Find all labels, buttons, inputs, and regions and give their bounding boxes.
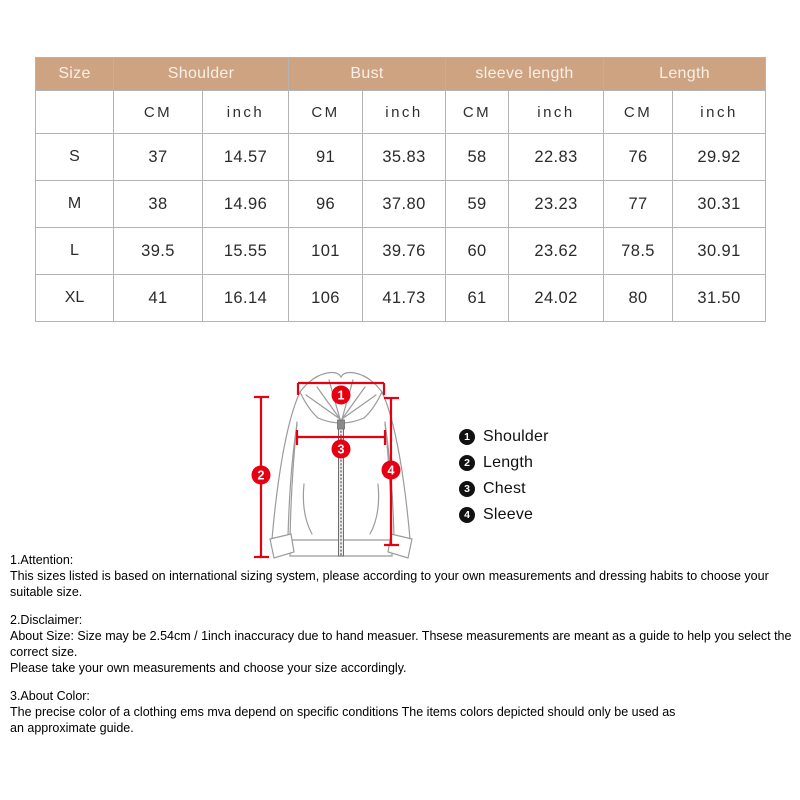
col-header-sleeve-length: sleeve length xyxy=(446,58,604,91)
hoodie-measurement-diagram xyxy=(230,362,460,572)
value-cell: 106 xyxy=(289,275,363,322)
size-cell: L xyxy=(36,228,114,275)
col-header-size: Size xyxy=(36,58,114,91)
value-cell: 23.23 xyxy=(509,181,604,228)
table-row-s xyxy=(36,134,766,181)
unit-cell: inch xyxy=(509,91,604,134)
value-cell: 76 xyxy=(604,134,673,181)
value-cell: 15.55 xyxy=(203,228,289,275)
unit-cell: inch xyxy=(363,91,446,134)
note-line: This sizes listed is based on international sizing system, please according to your own measurements and dressing habits to choose your suitable size. xyxy=(10,569,769,599)
value-cell: 22.83 xyxy=(509,134,604,181)
value-cell: 14.57 xyxy=(203,134,289,181)
legend-item-length xyxy=(459,454,549,471)
legend-label: Length xyxy=(483,453,534,471)
legend-item-sleeve xyxy=(459,506,549,523)
value-cell: 29.92 xyxy=(673,134,766,181)
value-cell: 41.73 xyxy=(363,275,446,322)
table-units-row xyxy=(36,91,766,134)
value-cell: 30.91 xyxy=(673,228,766,275)
value-cell: 35.83 xyxy=(363,134,446,181)
value-cell: 38 xyxy=(114,181,203,228)
table-row-m xyxy=(36,181,766,228)
value-cell: 78.5 xyxy=(604,228,673,275)
col-header-bust: Bust xyxy=(289,58,446,91)
value-cell: 37.80 xyxy=(363,181,446,228)
value-cell: 16.14 xyxy=(203,275,289,322)
value-cell: 14.96 xyxy=(203,181,289,228)
marker-number-1: 1 xyxy=(337,388,345,403)
legend-label: Chest xyxy=(483,479,526,497)
table-row-xl xyxy=(36,275,766,322)
value-cell: 23.62 xyxy=(509,228,604,275)
value-cell: 41 xyxy=(114,275,203,322)
size-chart-table xyxy=(35,57,766,322)
note-line: an approximate guide. xyxy=(10,721,134,735)
value-cell: 24.02 xyxy=(509,275,604,322)
legend-bullet-2-icon: 2 xyxy=(459,455,475,471)
value-cell: 91 xyxy=(289,134,363,181)
note-about-color xyxy=(10,688,798,736)
legend-label: Shoulder xyxy=(483,427,549,445)
value-cell: 39.76 xyxy=(363,228,446,275)
table-header-row xyxy=(36,58,766,91)
notes-section xyxy=(10,552,798,748)
value-cell: 77 xyxy=(604,181,673,228)
value-cell: 37 xyxy=(114,134,203,181)
unit-cell: inch xyxy=(203,91,289,134)
col-header-length: Length xyxy=(604,58,766,91)
value-cell: 101 xyxy=(289,228,363,275)
legend-label: Sleeve xyxy=(483,505,534,523)
marker-number-2: 2 xyxy=(257,468,265,483)
legend-bullet-3-icon: 3 xyxy=(459,481,475,497)
size-cell: S xyxy=(36,134,114,181)
measurement-legend xyxy=(459,428,549,532)
size-cell: M xyxy=(36,181,114,228)
value-cell: 58 xyxy=(446,134,509,181)
unit-cell-empty xyxy=(36,91,114,134)
size-cell: XL xyxy=(36,275,114,322)
value-cell: 30.31 xyxy=(673,181,766,228)
unit-cell: CM xyxy=(446,91,509,134)
note-line: The precise color of a clothing ems mva depend on specific conditions The items colors depicted should only be used as xyxy=(10,705,676,719)
legend-bullet-1-icon: 1 xyxy=(459,429,475,445)
value-cell: 80 xyxy=(604,275,673,322)
value-cell: 39.5 xyxy=(114,228,203,275)
unit-cell: CM xyxy=(114,91,203,134)
value-cell: 31.50 xyxy=(673,275,766,322)
marker-number-4: 4 xyxy=(387,463,395,478)
legend-bullet-4-icon: 4 xyxy=(459,507,475,523)
value-cell: 59 xyxy=(446,181,509,228)
note-heading: 2.Disclaimer: xyxy=(10,613,83,627)
unit-cell: CM xyxy=(604,91,673,134)
value-cell: 61 xyxy=(446,275,509,322)
note-heading: 1.Attention: xyxy=(10,553,74,567)
note-line: Please take your own measurements and choose your size accordingly. xyxy=(10,661,407,675)
note-heading: 3.About Color: xyxy=(10,689,90,703)
legend-item-shoulder xyxy=(459,428,549,445)
note-disclaimer xyxy=(10,612,798,676)
note-attention xyxy=(10,552,798,600)
table-row-l xyxy=(36,228,766,275)
value-cell: 96 xyxy=(289,181,363,228)
legend-item-chest xyxy=(459,480,549,497)
marker-number-3: 3 xyxy=(337,442,345,457)
col-header-shoulder: Shoulder xyxy=(114,58,289,91)
note-line: About Size: Size may be 2.54cm / 1inch inaccuracy due to hand measuer. Thsese measurements are meant as a guide to help you select the correct size. xyxy=(10,629,792,659)
unit-cell: inch xyxy=(673,91,766,134)
value-cell: 60 xyxy=(446,228,509,275)
unit-cell: CM xyxy=(289,91,363,134)
